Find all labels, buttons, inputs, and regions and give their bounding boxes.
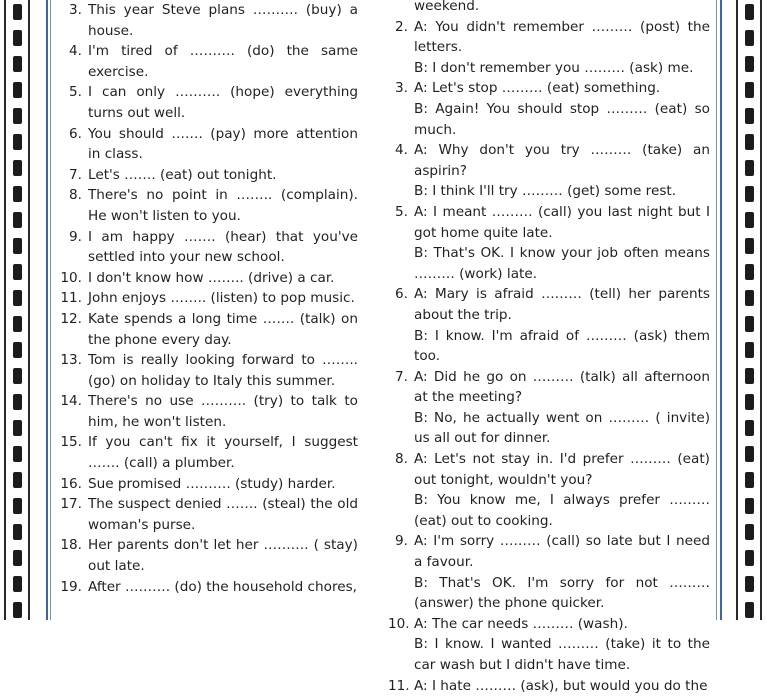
filmstrip-hole	[13, 342, 22, 358]
filmstrip-hole	[745, 316, 754, 332]
exercise-item	[58, 494, 358, 535]
exercise-number: 6.	[69, 125, 82, 142]
exercise-number: 3.	[69, 2, 82, 18]
exercise-text	[88, 227, 358, 268]
filmstrip-hole	[745, 550, 754, 566]
filmstrip-hole	[13, 524, 22, 540]
exercise-number: 10.	[60, 269, 82, 286]
exercise-line: Sue promised ………. (study) harder.	[88, 475, 336, 492]
exercise-item	[388, 367, 710, 449]
exercise-text: weekend.	[414, 0, 480, 14]
exercise-number: 6.	[395, 286, 408, 303]
exercise-item	[388, 78, 710, 140]
exercise-item	[58, 535, 358, 576]
exercise-text	[88, 0, 358, 41]
exercise-number: 4.	[69, 43, 82, 60]
exercise-number: 3.	[395, 80, 408, 97]
exercise-number: 11.	[388, 677, 410, 694]
exercise-line: B: I don't remember you ……… (ask) me.	[414, 59, 694, 76]
column-divider-left-inner	[50, 0, 51, 620]
exercise-item	[388, 614, 710, 676]
filmstrip-border-right	[736, 0, 762, 620]
filmstrip-hole	[745, 160, 754, 176]
exercise-line: A: Why don't you try ……… (take) an aspirin?	[414, 142, 710, 179]
filmstrip-hole	[745, 472, 754, 488]
exercise-text	[88, 309, 358, 350]
exercise-text	[88, 185, 358, 226]
exercise-line: A: Let's not stay in. I'd prefer ……… (eat) out tonight, wouldn't you?	[414, 451, 710, 488]
exercise-item	[388, 202, 710, 284]
exercise-line: B: That's OK. I'm sorry for not ……… (answer) the phone quicker.	[414, 574, 710, 612]
exercise-number: 5.	[69, 84, 82, 101]
exercise-text	[88, 494, 358, 535]
filmstrip-hole	[13, 108, 22, 124]
exercise-line: I don't know how …….. (drive) a car.	[88, 269, 335, 286]
exercise-item	[388, 284, 710, 366]
exercise-line: B: You know me, I always prefer ……… (eat) out to cooking.	[414, 492, 710, 529]
filmstrip-hole	[745, 186, 754, 202]
exercise-line: A: The car needs ……… (wash).	[414, 615, 628, 632]
filmstrip-hole	[13, 212, 22, 228]
exercise-item	[388, 449, 710, 531]
exercise-line: A: I meant ……… (call) you last night but I got home quite late.	[414, 203, 710, 241]
filmstrip-hole	[13, 576, 22, 592]
exercise-item	[58, 124, 358, 165]
exercise-line: I'm tired of ………. (do) the same exercise.	[88, 43, 358, 80]
filmstrip-hole	[745, 576, 754, 592]
exercise-line: Her parents don't let her ………. ( stay) out late.	[88, 537, 358, 575]
filmstrip-hole	[13, 316, 22, 332]
exercise-text	[88, 350, 358, 391]
filmstrip-hole	[13, 160, 22, 176]
exercise-line: A: Mary is afraid ……… (tell) her parents about the trip.	[414, 286, 710, 323]
exercise-text	[414, 449, 710, 531]
filmstrip-border-left	[4, 0, 30, 620]
exercise-number: 17.	[60, 496, 82, 513]
exercise-line: You should ……. (pay) more attention in class.	[88, 125, 358, 163]
filmstrip-hole	[745, 602, 754, 618]
filmstrip-hole	[13, 238, 22, 254]
filmstrip-hole	[13, 394, 22, 410]
exercise-line: B: I know. I wanted ……… (take) it to the car wash but I didn't have time.	[414, 636, 710, 673]
exercise-text	[88, 124, 358, 165]
exercise-item	[58, 41, 358, 82]
exercise-item	[388, 17, 710, 79]
exercise-column-left	[58, 0, 358, 597]
filmstrip-hole	[13, 30, 22, 46]
exercise-line: The suspect denied ……. (steal) the old woman's purse.	[88, 496, 358, 533]
exercise-line: Kate spends a long time ……. (talk) on the phone every day.	[88, 310, 358, 348]
exercise-number: 10.	[388, 615, 410, 632]
exercise-line: A: Did he go on ……… (talk) all afternoon at the meeting?	[414, 368, 710, 406]
filmstrip-hole	[745, 394, 754, 410]
filmstrip-hole	[13, 82, 22, 98]
filmstrip-hole	[745, 82, 754, 98]
exercise-line: B: No, he actually went on ……… ( invite) us all out for dinner.	[414, 409, 710, 447]
exercise-text	[414, 367, 710, 449]
exercise-number: 4.	[395, 142, 408, 159]
exercise-line: B: Again! You should stop ……… (eat) so much.	[414, 100, 710, 138]
exercise-number: 7.	[395, 368, 408, 385]
exercise-text	[88, 268, 358, 289]
exercise-text	[414, 676, 710, 696]
exercise-text	[414, 140, 710, 202]
exercise-number: 15.	[60, 434, 82, 451]
filmstrip-hole	[13, 550, 22, 566]
filmstrip-hole	[745, 524, 754, 540]
exercise-text	[414, 531, 710, 613]
exercise-number: 19.	[60, 578, 82, 595]
exercise-item	[58, 577, 358, 598]
filmstrip-hole	[13, 368, 22, 384]
filmstrip-hole	[745, 446, 754, 462]
exercise-number: 2.	[395, 18, 408, 35]
exercise-item	[388, 140, 710, 202]
exercise-text	[414, 202, 710, 284]
exercise-line: A: You didn't remember ……… (post) the letters.	[414, 18, 710, 56]
filmstrip-hole	[745, 56, 754, 72]
filmstrip-hole	[745, 108, 754, 124]
exercise-number: 9.	[395, 533, 408, 550]
exercise-item	[58, 350, 358, 391]
exercise-number: 16.	[60, 475, 82, 492]
exercise-item	[388, 531, 710, 613]
exercise-text	[88, 577, 358, 598]
exercise-item	[58, 82, 358, 123]
exercise-item	[58, 0, 358, 41]
exercise-line: Tom is really looking forward to …….. (go) on holiday to Italy this summer.	[88, 352, 358, 389]
exercise-line: I can only ………. (hope) everything turns out well.	[88, 84, 358, 121]
exercise-line: There's no point in …….. (complain). He won't listen to you.	[88, 187, 358, 224]
filmstrip-hole	[745, 420, 754, 436]
exercise-item	[58, 185, 358, 226]
exercise-number: 12.	[60, 310, 82, 327]
exercise-line: After ………. (do) the household chores,	[88, 578, 358, 595]
exercise-line: If you can't fix it yourself, I suggest ……. (call) a plumber.	[88, 434, 358, 472]
filmstrip-hole	[745, 238, 754, 254]
exercise-number: 9.	[69, 228, 82, 245]
filmstrip-hole	[13, 446, 22, 462]
filmstrip-hole	[13, 4, 22, 20]
exercise-line: A: I hate ……… (ask), but would you do the	[414, 677, 708, 694]
exercise-number: 11.	[60, 290, 82, 307]
filmstrip-hole	[745, 498, 754, 514]
filmstrip-hole	[745, 212, 754, 228]
exercise-number: 18.	[60, 537, 82, 554]
exercise-line: There's no use ………. (try) to talk to him, he won't listen.	[88, 393, 358, 430]
exercise-number: 7.	[69, 166, 82, 183]
filmstrip-hole	[13, 420, 22, 436]
exercise-item-clipped	[388, 0, 710, 17]
exercise-item	[58, 268, 358, 289]
exercise-number: 13.	[60, 352, 82, 369]
exercise-text	[88, 165, 358, 186]
column-divider-left-outer	[46, 0, 48, 620]
filmstrip-hole	[13, 290, 22, 306]
exercise-text	[88, 288, 358, 309]
exercise-column-right	[388, 0, 710, 696]
exercise-line: B: I think I'll try ……… (get) some rest.	[414, 183, 677, 200]
exercise-item	[58, 309, 358, 350]
exercise-text	[88, 535, 358, 576]
exercise-number: 5.	[395, 203, 408, 220]
exercise-number: 8.	[395, 451, 408, 468]
exercise-item	[388, 676, 710, 696]
exercise-text	[414, 17, 710, 79]
filmstrip-hole	[745, 30, 754, 46]
exercise-line: John enjoys …….. (listen) to pop music.	[88, 290, 355, 307]
exercise-text	[88, 41, 358, 82]
exercise-item	[58, 474, 358, 495]
filmstrip-hole	[13, 472, 22, 488]
filmstrip-hole	[13, 498, 22, 514]
filmstrip-hole	[745, 134, 754, 150]
exercise-line: I am happy ……. (hear) that you've settled into your new school.	[88, 228, 358, 266]
exercise-line: A: I'm sorry ……… (call) so late but I need a favour.	[414, 533, 710, 571]
exercise-text	[414, 78, 710, 140]
exercise-number: 14.	[60, 393, 82, 410]
filmstrip-hole	[745, 4, 754, 20]
exercise-item	[58, 165, 358, 186]
exercise-text	[88, 474, 358, 495]
exercise-text	[414, 284, 710, 366]
exercise-item	[58, 227, 358, 268]
exercise-item	[58, 391, 358, 432]
filmstrip-hole	[745, 290, 754, 306]
exercise-text	[88, 391, 358, 432]
exercise-number: 8.	[69, 187, 82, 204]
filmstrip-hole	[745, 368, 754, 384]
filmstrip-hole	[745, 264, 754, 280]
filmstrip-hole	[13, 186, 22, 202]
filmstrip-hole	[13, 264, 22, 280]
exercise-line: B: I know. I'm afraid of ……… (ask) them too.	[414, 327, 710, 365]
filmstrip-hole	[13, 602, 22, 618]
column-divider-right-outer	[720, 0, 722, 620]
filmstrip-hole	[13, 134, 22, 150]
column-divider-right-inner	[716, 0, 717, 620]
exercise-line: B: That's OK. I know your job often means ……… (work) late.	[414, 245, 710, 282]
exercise-line: This year Steve plans ………. (buy) a house.	[88, 2, 358, 39]
exercise-line: A: Let's stop ……… (eat) something.	[414, 80, 661, 97]
exercise-item	[58, 432, 358, 473]
exercise-item	[58, 288, 358, 309]
exercise-text	[88, 432, 358, 473]
filmstrip-hole	[13, 56, 22, 72]
exercise-line: Let's ……. (eat) out tonight.	[88, 166, 277, 183]
exercise-text	[414, 614, 710, 676]
exercise-text	[88, 82, 358, 123]
filmstrip-hole	[745, 342, 754, 358]
